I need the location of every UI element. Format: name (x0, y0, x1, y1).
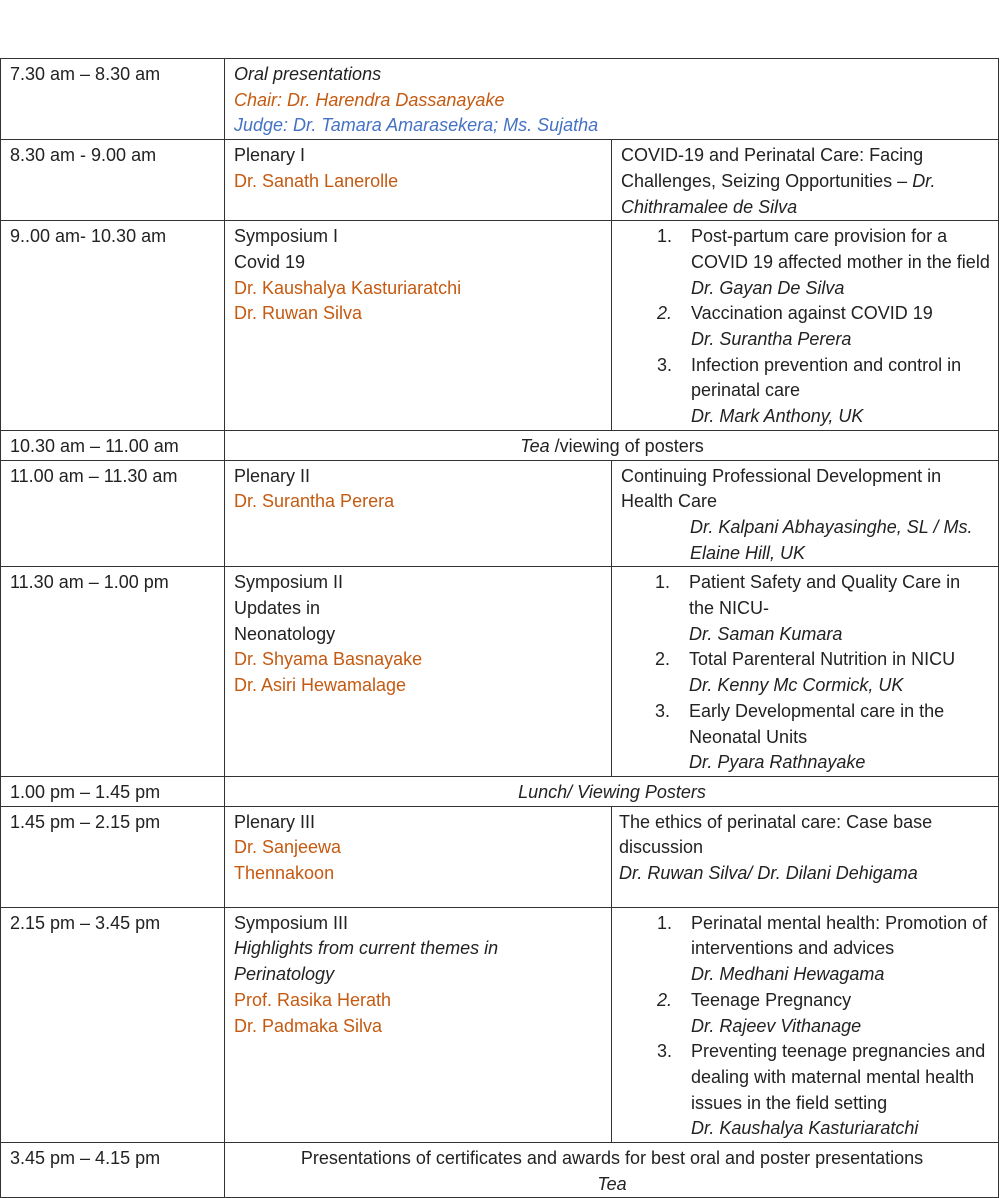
break-text: /viewing of posters (549, 435, 704, 456)
session-cell (225, 140, 612, 221)
time-cell: 8.30 am - 9.00 am (1, 140, 225, 221)
list-item (621, 301, 990, 352)
session-cell (225, 567, 612, 777)
topic-title: The ethics of perinatal care: Case base discussion (619, 811, 933, 858)
speaker-name: Dr. Kalpani Abhayasinghe, SL / Ms. Elaine Hill, UK (690, 516, 973, 563)
speaker-name: Dr. Rajeev Vithanage (691, 1015, 862, 1036)
talk-title: Preventing teenage pregnancies and dealing with maternal mental health issues in the field setting (691, 1041, 986, 1113)
chair-name: Dr. Surantha Perera (234, 491, 395, 512)
session-title: Plenary III (234, 811, 316, 832)
topic-cell (612, 806, 999, 907)
item-number: 2. (657, 303, 673, 324)
session-title: Symposium III (234, 912, 349, 933)
chair-name: Dr. Sanath Lanerolle (234, 170, 399, 191)
schedule-row (1, 567, 999, 777)
speaker-name: Dr. Medhani Hewagama (691, 964, 885, 985)
session-title: Plenary II (234, 465, 311, 486)
break-title: Tea (597, 1173, 627, 1194)
item-number: 3. (657, 1041, 673, 1062)
topic-cell (612, 221, 999, 431)
talk-title: Teenage Pregnancy (691, 989, 852, 1010)
schedule-row (1, 140, 999, 221)
topic-title: COVID-19 and Perinatal Care: Facing Challenges, Seizing Opportunities – (621, 145, 924, 191)
talk-title: Patient Safety and Quality Care in the NICU- (689, 572, 961, 619)
session-title: Oral presentations (234, 64, 382, 84)
speaker-name: Dr. Surantha Perera (691, 329, 852, 350)
session-cell (225, 460, 612, 567)
item-number: 1. (657, 912, 673, 933)
chair-name: Dr. Sanjeewa Thennakoon (234, 837, 342, 884)
session-subtitle: Highlights from current themes in Perinatology (234, 938, 499, 985)
list-item (621, 353, 990, 430)
schedule-row (1, 221, 999, 431)
session-title: Plenary I (234, 145, 306, 166)
talk-title: Infection prevention and control in perinatal care (691, 354, 962, 401)
topic-cell (612, 907, 999, 1142)
speaker-name: Dr. Ruwan Silva/ Dr. Dilani Dehigama (619, 863, 918, 884)
session-cell (225, 59, 999, 140)
closing-cell (225, 1143, 999, 1198)
talk-list (621, 911, 990, 1142)
list-item (621, 224, 990, 301)
break-cell (225, 430, 999, 460)
talk-title: Post-partum care provision for a COVID 19 affected mother in the field (691, 226, 990, 272)
time-cell: 1.45 pm – 2.15 pm (1, 806, 225, 907)
talk-title: Early Developmental care in the Neonatal Units (689, 700, 945, 747)
list-item (621, 570, 990, 647)
speaker-name: Dr. Kenny Mc Cormick, UK (689, 675, 904, 696)
time-cell: 11.30 am – 1.00 pm (1, 567, 225, 777)
schedule-row (1, 776, 999, 806)
talk-title: Total Parenteral Nutrition in NICU (689, 649, 956, 670)
speaker-name: Dr. Saman Kumara (689, 623, 843, 644)
list-item (621, 988, 990, 1039)
time-cell: 9..00 am- 10.30 am (1, 221, 225, 431)
talk-list (621, 224, 990, 430)
schedule-row (1, 907, 999, 1142)
chair-name: Dr. Shyama Basnayake (234, 649, 423, 670)
time-cell: 11.00 am – 11.30 am (1, 460, 225, 567)
programme-schedule-table (0, 58, 999, 1198)
schedule-row (1, 460, 999, 567)
item-number: 1. (655, 572, 671, 593)
item-number: 2. (655, 649, 671, 670)
session-title: Symposium II (234, 572, 344, 593)
session-cell (225, 221, 612, 431)
topic-cell (612, 140, 999, 221)
list-item (621, 1039, 990, 1142)
talk-title: Perinatal mental health: Promotion of interventions and advices (691, 912, 988, 959)
speaker-name: Dr. Kaushalya Kasturiaratchi (691, 1118, 919, 1139)
chair-name: Chair: Dr. Harendra Dassanayake (234, 89, 505, 110)
time-cell: 1.00 pm – 1.45 pm (1, 776, 225, 806)
speaker-name: Dr. Chithramalee de Silva (621, 170, 936, 217)
break-title: Lunch/ Viewing Posters (518, 781, 706, 802)
time-cell: 3.45 pm – 4.15 pm (1, 1143, 225, 1198)
chair-name: Dr. Asiri Hewamalage (234, 675, 407, 696)
talk-title: Vaccination against COVID 19 (691, 303, 933, 324)
topic-cell (612, 460, 999, 567)
break-cell (225, 776, 999, 806)
session-cell (225, 907, 612, 1142)
session-subtitle: Covid 19 (234, 251, 306, 272)
time-cell: 10.30 am – 11.00 am (1, 430, 225, 460)
chair-name: Prof. Rasika Herath (234, 989, 392, 1010)
break-title: Tea (520, 435, 550, 456)
schedule-row (1, 59, 999, 140)
schedule-row (1, 430, 999, 460)
chair-name: Dr. Kaushalya Kasturiaratchi (234, 277, 462, 298)
chair-name: Dr. Padmaka Silva (234, 1015, 383, 1036)
speaker-name: Dr. Pyara Rathnayake (689, 752, 866, 773)
topic-cell (612, 567, 999, 777)
closing-text: Presentations of certificates and awards for best oral and poster presentations (300, 1148, 924, 1169)
judge-names: Judge: Dr. Tamara Amarasekera; Ms. Sujatha (234, 115, 599, 136)
topic-title: Continuing Professional Development in Health Care (621, 465, 942, 512)
speaker-name: Dr. Mark Anthony, UK (691, 406, 864, 427)
item-number: 3. (655, 700, 671, 721)
list-item (621, 911, 990, 988)
chair-name: Dr. Ruwan Silva (234, 303, 363, 324)
talk-list (621, 570, 990, 776)
list-item (621, 647, 990, 698)
session-subtitle: Updates in Neonatology (234, 598, 336, 644)
session-cell (225, 806, 612, 907)
schedule-row (1, 806, 999, 907)
list-item (621, 699, 990, 776)
time-cell: 7.30 am – 8.30 am (1, 59, 225, 140)
item-number: 3. (657, 354, 673, 375)
speaker-name: Dr. Gayan De Silva (691, 277, 845, 298)
item-number: 2. (657, 989, 673, 1010)
session-title: Symposium I (234, 226, 339, 247)
item-number: 1. (657, 226, 673, 247)
time-cell: 2.15 pm – 3.45 pm (1, 907, 225, 1142)
schedule-row (1, 1143, 999, 1198)
